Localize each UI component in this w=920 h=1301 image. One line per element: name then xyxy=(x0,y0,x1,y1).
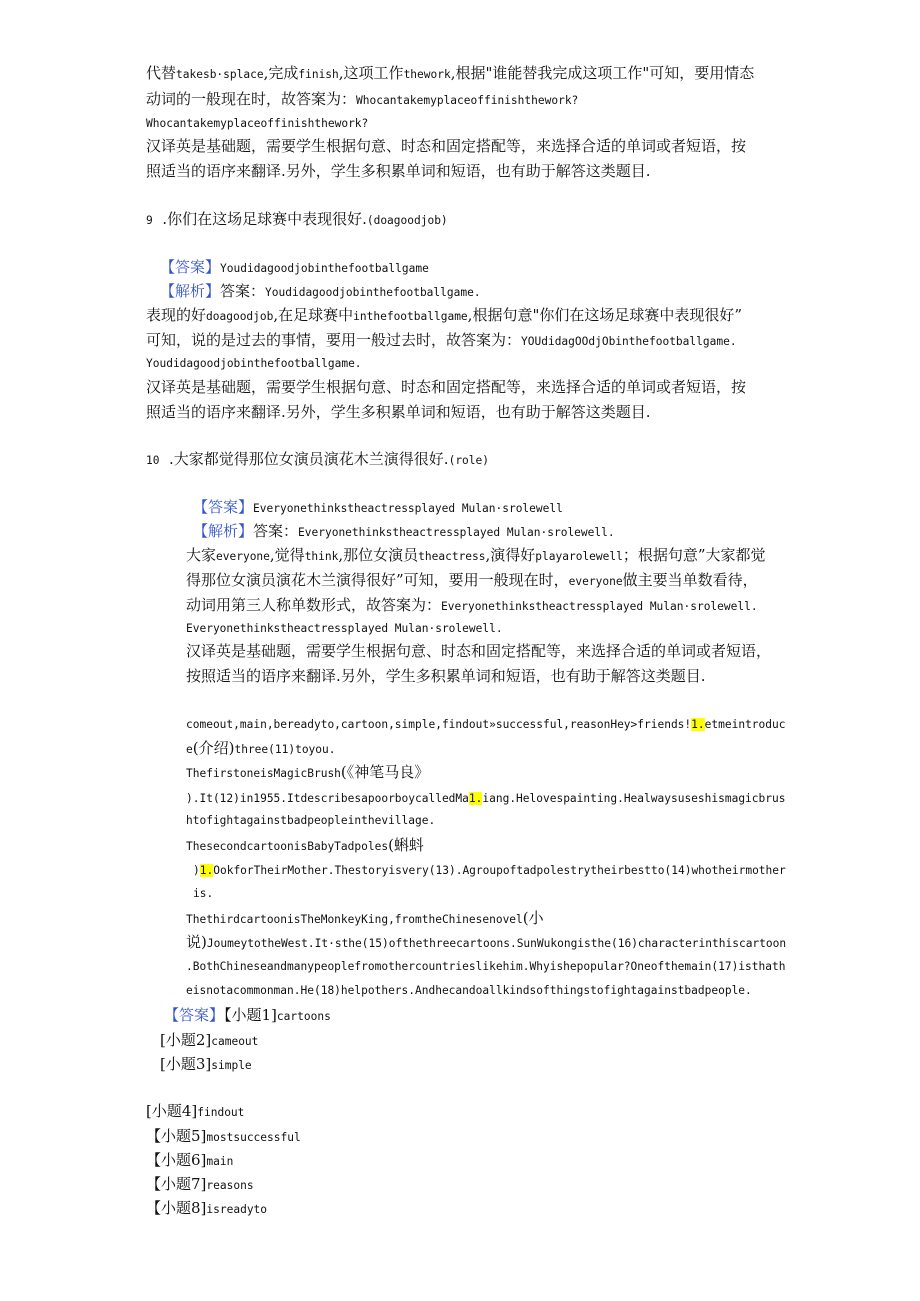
q10-l2b: everyone xyxy=(568,575,623,588)
passage-line-1 xyxy=(186,712,785,736)
q10-l1c: ,觉得 xyxy=(269,546,305,564)
q9-l1a: 表现的好 xyxy=(146,306,207,324)
answer-value-8: isreadyto xyxy=(206,1203,268,1216)
q9-l2a: 可知，说的是过去的事情，要用一般过去时，故答案为： xyxy=(146,331,522,349)
q10-l3b: Everyonethinkstheactressplayed Mulan·srolewell. xyxy=(441,600,758,613)
q9-l1c: ,在足球赛中 xyxy=(273,306,354,324)
passage-p6a: ThesecondcartoonisBabyTadpoles xyxy=(186,840,389,853)
q9-line-5: 照适当的语序来翻译.另外，学生多积累单词和短语，也有助于解答这类题目. xyxy=(146,403,651,421)
q10-text: .大家都觉得那位女演员演花木兰演得很好. xyxy=(169,450,449,468)
passage-p3a: ThefirstoneisMagicBrush xyxy=(186,767,341,780)
s8-l1a: 代替 xyxy=(146,64,177,82)
q10-number: 10 xyxy=(146,454,160,467)
q9-answer-text: Youdidagoodjobinthefootballgame xyxy=(220,262,429,275)
s8-l2b: Whocantakemyplaceoffinishthework? xyxy=(356,94,579,107)
passage-p4b: iang.Helovespainting.Healwaysuseshismagicbrus xyxy=(482,792,786,805)
passage-p1a: comeout,main,bereadyto,cartoon,simple,findout»successful,reasonHey>friends! xyxy=(186,718,692,731)
answers-line-6 xyxy=(146,1149,233,1173)
passage-p4a: ).It(12)in1955.ItdescribesapoorboycalledMa xyxy=(186,792,469,805)
q10-l1a: 大家 xyxy=(186,546,217,564)
s8-line-5: 照适当的语序来翻译.另外，学生多积累单词和短语，也有助于解答这类题目. xyxy=(146,162,651,180)
q10-l2c: 做主要当单数看待， xyxy=(622,571,758,589)
answer-label-3: [小题3] xyxy=(160,1055,212,1073)
passage-line-6 xyxy=(186,834,424,858)
q10-answer-text: Everyonethinkstheactressplayed Mulan·srolewell xyxy=(253,502,563,515)
q10-answer xyxy=(193,496,563,520)
s8-l1g: ,根据"谁能替我完成这项工作"可知，要用情态 xyxy=(450,64,755,82)
q10-l3a: 动词用第三人称单数形式，故答案为： xyxy=(186,596,442,614)
s8-l1d: finish xyxy=(298,68,339,81)
q9-l1e: ,根据句意"你们在这场足球赛中表现很好” xyxy=(467,306,743,324)
q10-explain xyxy=(193,520,615,544)
s8-line-2 xyxy=(146,88,578,112)
q9-explain xyxy=(160,280,481,304)
q9-answer xyxy=(160,256,429,280)
passage-p2b: (介绍) xyxy=(192,739,235,757)
passage-line-12: eisnotacommonman.He(18)helpothers.Andhecandoallkindsofthingstofightagainstbadpeople. xyxy=(186,984,752,997)
q9-explain-a: 答案： xyxy=(220,282,266,300)
passage-p10b: JoumeytotheWest.It·sthe(15)ofthethreecartoons.SunWukongisthe(16)characterinthiscartoon xyxy=(206,937,787,950)
q10-l1i: ；根据句意”大家都觉 xyxy=(622,546,766,564)
passage-line-3 xyxy=(186,761,429,785)
s8-l1b: takesb·splace xyxy=(176,68,264,81)
q10-l1h: playarolewell xyxy=(535,550,623,563)
answer-value-1: cartoons xyxy=(276,1010,331,1023)
q9-line-4: 汉译英是基础题，需要学生根据句意、时态和固定搭配等，来选择合适的单词或者短语，按 xyxy=(146,378,747,396)
passage-line-7 xyxy=(193,858,786,882)
q10-question xyxy=(146,448,489,472)
answers-line-2 xyxy=(160,1029,258,1053)
s8-l1e: ,这项工作 xyxy=(338,64,404,82)
passage-p10a: 说) xyxy=(186,933,207,951)
passage-p9a: ThethirdcartoonisTheMonkeyKing,fromtheChinesenovel xyxy=(186,913,523,926)
q9-explain-b: Youdidagoodjobinthefootballgame. xyxy=(265,286,481,299)
q9-question xyxy=(146,208,448,232)
passage-p9b: (小 xyxy=(522,909,544,927)
answer-label-7: 【小题7] xyxy=(146,1175,207,1193)
s8-line-4: 汉译英是基础题，需要学生根据句意、时态和固定搭配等，来选择合适的单词或者短语，按 xyxy=(146,137,747,155)
answers-line-8 xyxy=(146,1197,267,1221)
q9-text: .你们在这场足球赛中表现很好. xyxy=(162,210,367,228)
answer-value-4: findout xyxy=(197,1106,245,1119)
passage-line-10 xyxy=(186,931,786,955)
highlight-mark-1: 1. xyxy=(691,718,705,731)
s8-l1f: thework xyxy=(403,68,451,81)
answers-line-1 xyxy=(164,1004,331,1028)
q9-l1b: doagoodjob xyxy=(206,310,274,323)
answers-tag: 【答案】 xyxy=(164,1006,225,1024)
answers-line-5 xyxy=(146,1125,301,1149)
highlight-mark-3: 1. xyxy=(199,864,214,877)
q9-line-3: Youdidagoodjobinthefootballgame. xyxy=(146,357,362,370)
passage-p2c: three(11)toyou. xyxy=(234,743,336,756)
q10-l2a: 得那位女演员演花木兰演得很好”可知，要用一般现在时， xyxy=(186,571,569,589)
q10-l1d: think xyxy=(304,550,339,563)
q10-l1f: theactress xyxy=(418,550,486,563)
passage-p3b: (《神笔马良》 xyxy=(340,763,430,781)
answer-value-5: mostsuccessful xyxy=(206,1131,301,1144)
passage-line-9 xyxy=(186,907,544,931)
q10-explain-a: 答案： xyxy=(253,522,299,540)
q9-line-2 xyxy=(146,329,737,353)
answer-value-2: cameout xyxy=(211,1035,259,1048)
q10-explain-b: Everyonethinkstheactressplayed Mulan·srolewell. xyxy=(298,526,615,539)
answer-label-8: 【小题8] xyxy=(146,1199,207,1217)
q9-line-1 xyxy=(146,304,742,328)
q10-answer-tag: 【答案】 xyxy=(193,498,254,516)
q10-line-1 xyxy=(186,544,766,568)
passage-line-5: htofightagainstbadpeopleinthevillage. xyxy=(186,814,436,827)
passage-p2a: e xyxy=(186,743,193,756)
passage-p7b: OokforTheirMother.Thestoryisvery(13).Agroupoftadpolestrytheirbestto(14)whotheirmother xyxy=(213,864,786,877)
passage-line-11: .BothChineseandmanypeoplefromothercountrieslikehim.Whyishepopular?Oneofthemain(17)isthath xyxy=(186,960,786,973)
answers-line-7 xyxy=(146,1173,254,1197)
q9-l2b: YOUdidagOOdjObinthefootballgame. xyxy=(521,335,737,348)
q9-number: 9 xyxy=(146,214,153,227)
answer-label-4: [小题4] xyxy=(146,1102,198,1120)
q10-hint: (role) xyxy=(448,454,489,467)
highlight-mark-2: 1. xyxy=(468,792,483,805)
q10-line-5: 汉译英是基础题，需要学生根据句意、时态和固定搭配等，来选择合适的单词或者短语， xyxy=(186,642,772,660)
s8-line-1 xyxy=(146,62,754,86)
q9-l1d: inthefootballgame xyxy=(353,310,468,323)
q10-line-4: Everyonethinkstheactressplayed Mulan·srolewell. xyxy=(186,622,503,635)
s8-l1c: ,完成 xyxy=(263,64,299,82)
q10-line-3 xyxy=(186,594,758,618)
q10-explain-tag: 【解析】 xyxy=(193,522,254,540)
answer-label-2: [小题2] xyxy=(160,1031,212,1049)
passage-p6b: (蝌蚪 xyxy=(388,836,424,854)
passage-line-2 xyxy=(186,737,336,761)
s8-line-3: Whocantakemyplaceoffinishthework? xyxy=(146,117,369,130)
passage-p1b: etmeintroduc xyxy=(704,718,786,731)
answers-line-4 xyxy=(146,1100,244,1124)
q10-l1g: ,演得好 xyxy=(485,546,536,564)
passage-p7a: ) xyxy=(193,864,200,877)
q10-l1e: ,那位女演员 xyxy=(338,546,419,564)
s8-l2a: 动词的一般现在时，故答案为： xyxy=(146,90,357,108)
q10-line-2 xyxy=(186,569,758,593)
answer-value-7: reasons xyxy=(206,1179,254,1192)
q9-hint: (doagoodjob) xyxy=(366,214,448,227)
answer-value-3: simple xyxy=(211,1059,252,1072)
answer-label-5: 【小题5] xyxy=(146,1127,207,1145)
answer-label-1: 【小题1] xyxy=(224,1006,277,1024)
answer-value-6: main xyxy=(206,1155,234,1168)
passage-line-4 xyxy=(186,786,785,810)
q10-l1b: everyone xyxy=(216,550,270,563)
answers-line-3 xyxy=(160,1053,252,1077)
passage-line-8: is. xyxy=(193,887,214,900)
q9-answer-tag: 【答案】 xyxy=(160,258,221,276)
q9-explain-tag: 【解析】 xyxy=(160,282,221,300)
q10-line-6: 按照适当的语序来翻译.另外，学生多积累单词和短语，也有助于解答这类题目. xyxy=(186,667,706,685)
answer-label-6: 【小题6] xyxy=(146,1151,207,1169)
